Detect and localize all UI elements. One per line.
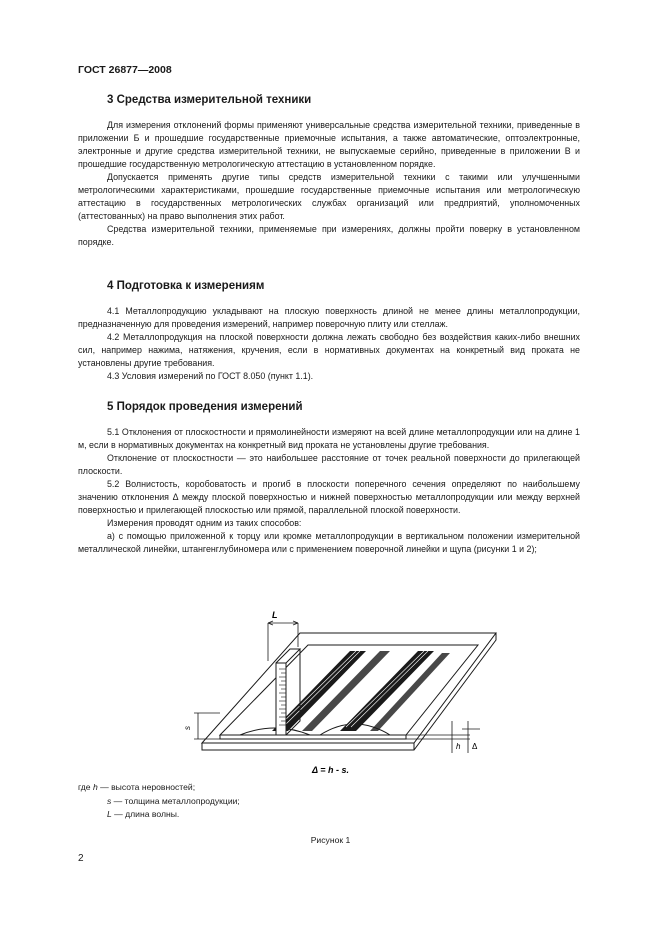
label-s-left: s xyxy=(183,726,192,730)
standard-header: ГОСТ 26877—2008 xyxy=(78,64,172,76)
paragraph: а) с помощью приложенной к торцу или кромке металлопродукции в вертикальном положении измерительной металлической линейки, штангенглубиномера или с применением поверочной линейки и щупа (рисунки 1 и 2); xyxy=(78,531,580,554)
legend-symbol: h xyxy=(92,782,98,792)
label-delta: Δ xyxy=(472,742,478,751)
legend-text: — длина волны. xyxy=(111,809,180,819)
dimension-s xyxy=(406,721,480,753)
figure-caption: Рисунок 1 xyxy=(310,835,351,845)
legend-item-s xyxy=(78,795,240,809)
paragraph: 4.3 Условия измерений по ГОСТ 8.050 (пункт 1.1). xyxy=(107,371,314,381)
label-h: h xyxy=(456,742,461,751)
delta-symbol: Δ xyxy=(172,492,179,502)
figure-legend xyxy=(78,781,240,822)
paragraph: Допускается применять другие типы средств измерительной техники с такими или улучшенными метрологическими характеристиками, прошедшие государственные приемочные испытания или метрологическую аттестацию в государственных метрологических службах организаций или предприятий, уполномоченных (аттестованных) на право выполнения этих работ. xyxy=(78,172,580,221)
paragraph: 4.2 Металлопродукция на плоской поверхности должна лежать свободно без воздействия каких-либо внешних сил, например нажима, натяжения, кручения, если в нормативных документах на конкретный вид проката не установлены другие требования. xyxy=(78,332,580,368)
section-4-body xyxy=(78,305,580,383)
legend-symbol: L xyxy=(107,809,112,819)
section-3-title: 3 Средства измерительной техники xyxy=(107,94,312,106)
section-4-title: 4 Подготовка к измерениям xyxy=(107,280,265,292)
section-3-body xyxy=(78,119,580,249)
paragraph: Средства измерительной техники, применяемые при измерениях, должны пройти поверку в установленном порядке. xyxy=(78,224,580,247)
paragraph: 4.1 Металлопродукцию укладывают на плоскую поверхность длиной не менее длины металлопродукции, предназначенную для проведения измерений, например поверочную плиту или стеллаж. xyxy=(78,306,580,329)
legend-intro: где xyxy=(78,782,93,792)
paragraph: Измерения проводят одним из таких способов: xyxy=(107,518,302,528)
label-L: L xyxy=(272,610,278,620)
legend-text: — толщина металлопродукции; xyxy=(111,795,240,806)
dimension-h xyxy=(194,713,220,739)
page-number: 2 xyxy=(78,853,84,864)
paragraph: Для измерения отклонений формы применяют универсальные средства измерительной техники, приведенные в приложении Б и прошедшие государственные приемочные испытания, а также автоматические, оптоэлектронные, электронные и другие средства измерительной техники, не выпускаемые серийно, приведенные в приложении В и прошедшие государственную метрологическую аттестацию в установленном порядке. xyxy=(78,120,580,169)
paragraph-part: между плоской поверхностью и нижней поверхностью металлопродукции или между верхней поверхностью и прилегающей плоскостью или прямой, параллельной плоской поверхности. xyxy=(78,492,580,515)
formula: Δ = h - s. xyxy=(312,765,349,775)
legend-item-h xyxy=(78,781,240,795)
paragraph: Отклонение от плоскостности — это наибольшее расстояние от точек реальной поверхности до прилегающей плоскости. xyxy=(78,453,580,476)
section-5-title: 5 Порядок проведения измерений xyxy=(107,401,303,413)
figure-1-diagram xyxy=(180,603,520,778)
paragraph: 5.1 Отклонения от плоскостности и прямолинейности измеряют на всей длине металлопродукции или на длине 1 м, если в нормативных документах на конкретный вид проката не установлены другие требования. xyxy=(78,427,580,450)
legend-text: — высота неровностей; xyxy=(97,782,196,792)
paragraph-part: 5.2 Волнистость, коробоватость и прогиб в плоскости поперечного сечения определяют по наибольшему значению отклонения xyxy=(78,479,580,502)
legend-symbol: s xyxy=(107,795,112,806)
section-5-body xyxy=(78,426,580,556)
legend-item-L xyxy=(78,808,240,822)
paragraph xyxy=(78,478,580,517)
